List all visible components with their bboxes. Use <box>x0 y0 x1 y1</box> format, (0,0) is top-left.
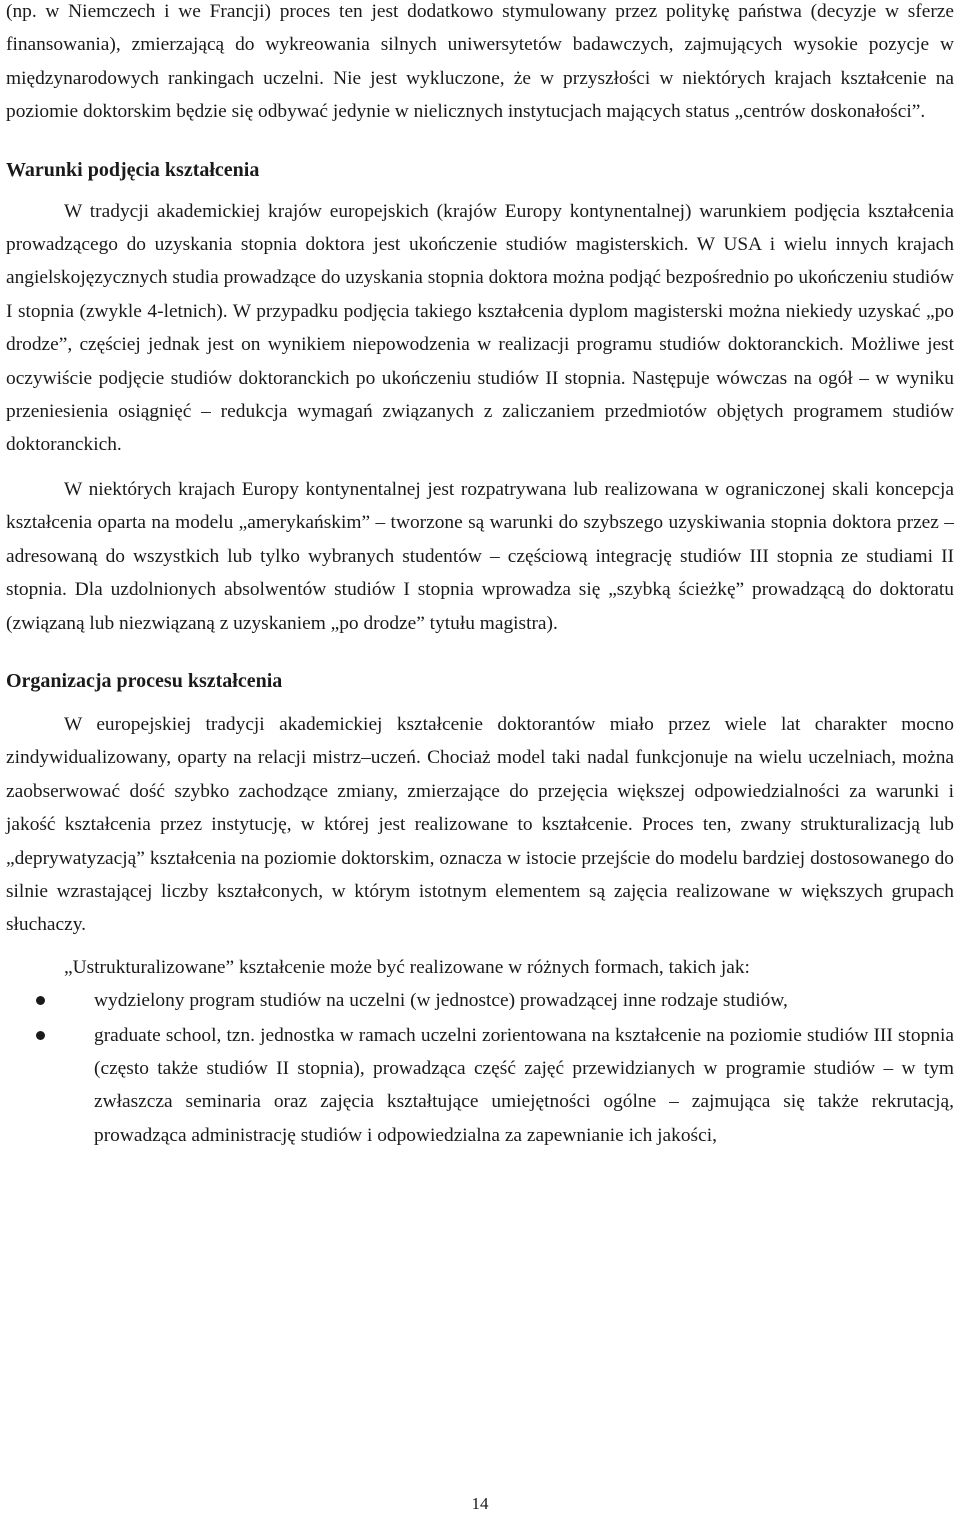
paragraph-warunki-1: W tradycji akademickiej krajów europejskich (krajów Europy kontynentalnej) warunkiem podjęcia kształcenia prowadzącego do uzyskania stopnia doktora jest ukończenie studiów magisterskich. W USA i wielu innych krajach angielskojęzycznych studia prowadzące do uzyskania stopnia doktora można podjąć bezpośrednio po ukończeniu studiów I stopnia (zwykle 4-letnich). W przypadku podjęcia takiego kształcenia dyplom magisterski można niekiedy uzyskać „po drodze”, częściej jednak jest on wynikiem niepowodzenia w realizacji programu studiów doktoranckich. Możliwe jest oczywiście podjęcie studiów doktoranckich po ukończeniu studiów II stopnia. Następuje wówczas na ogół – w wyniku przeniesienia osiągnięć – redukcja wymagań związanych z zaliczaniem przedmiotów objętych programem studiów doktoranckich. <box>6 200 954 456</box>
list-item <box>6 1019 954 1153</box>
section-heading-warunki: Warunki podjęcia kształcenia <box>6 158 260 181</box>
bullet-icon <box>36 996 45 1005</box>
page-number: 14 <box>471 1494 489 1513</box>
list-item-text: graduate school, tzn. jednostka w ramach uczelni zorientowana na kształcenie na poziomie studiów III stopnia (często także studiów II stopnia), prowadząca część zajęć przewidzianych w programie studiów – w tym zwłaszcza seminaria oraz zajęcia kształtujące umiejętności ogólne – zajmująca się także rekrutacją, prowadząca administrację studiów i odpowiedzialna za zapewnianie ich jakości, <box>94 1024 954 1146</box>
section-heading-organizacja: Organizacja procesu kształcenia <box>6 669 283 692</box>
list-item <box>6 984 954 1017</box>
paragraph-intro: (np. w Niemczech i we Francji) proces ten jest dodatkowo stymulowany przez politykę państwa (decyzje w sferze finansowania), zmierzającą do wykreowania silnych uniwersytetów badawczych, zajmujących wysokie pozycje w międzynarodowych rankingach uczelni. Nie jest wykluczone, że w przyszłości w niektórych krajach kształcenie na poziomie doktorskim będzie się odbywać jedynie w nielicznych instytucjach mających status „centrów doskonałości”. <box>6 1 954 123</box>
list-item-text: wydzielony program studiów na uczelni (w jednostce) prowadzącej inne rodzaje studiów, <box>94 990 788 1012</box>
paragraph-organizacja-1: W europejskiej tradycji akademickiej kształcenie doktorantów miało przez wiele lat charakter mocno zindywidualizowany, oparty na relacji mistrz–uczeń. Chociaż model taki nadal funkcjonuje na wielu uczelniach, można zaobserwować dość szybko zachodzące zmiany, zmierzające do przejęcia większej odpowiedzialności za warunki i jakość kształcenia przez instytucję, w której jest realizowane to kształcenie. Proces ten, zwany strukturalizacją lub „deprywatyzacją” kształcenia na poziomie doktorskim, oznacza w istocie przejście do modelu bardziej dostosowanego do silnie wzrastającej liczby kształconych, w którym istotnym elementem są zajęcia realizowane w większych grupach słuchaczy. <box>6 713 954 936</box>
bullet-list <box>6 984 954 1152</box>
document-page <box>6 0 954 1152</box>
paragraph-organizacja-2: „Ustrukturalizowane” kształcenie może być realizowane w różnych formach, takich jak: <box>64 956 750 978</box>
bullet-icon <box>36 1031 45 1040</box>
paragraph-warunki-2: W niektórych krajach Europy kontynentalnej jest rozpatrywana lub realizowana w ograniczonej skali koncepcja kształcenia oparta na modelu „amerykańskim” – tworzone są warunki do szybszego uzyskiwania stopnia doktora przez – adresowaną do wszystkich lub tylko wybranych studentów – częściową integrację studiów III stopnia ze studiami II stopnia. Dla uzdolnionych absolwentów studiów I stopnia wprowadza się „szybką ścieżkę” prowadzącą do doktoratu (związaną lub niezwiązaną z uzyskaniem „po drodze” tytułu magistra). <box>6 478 954 634</box>
